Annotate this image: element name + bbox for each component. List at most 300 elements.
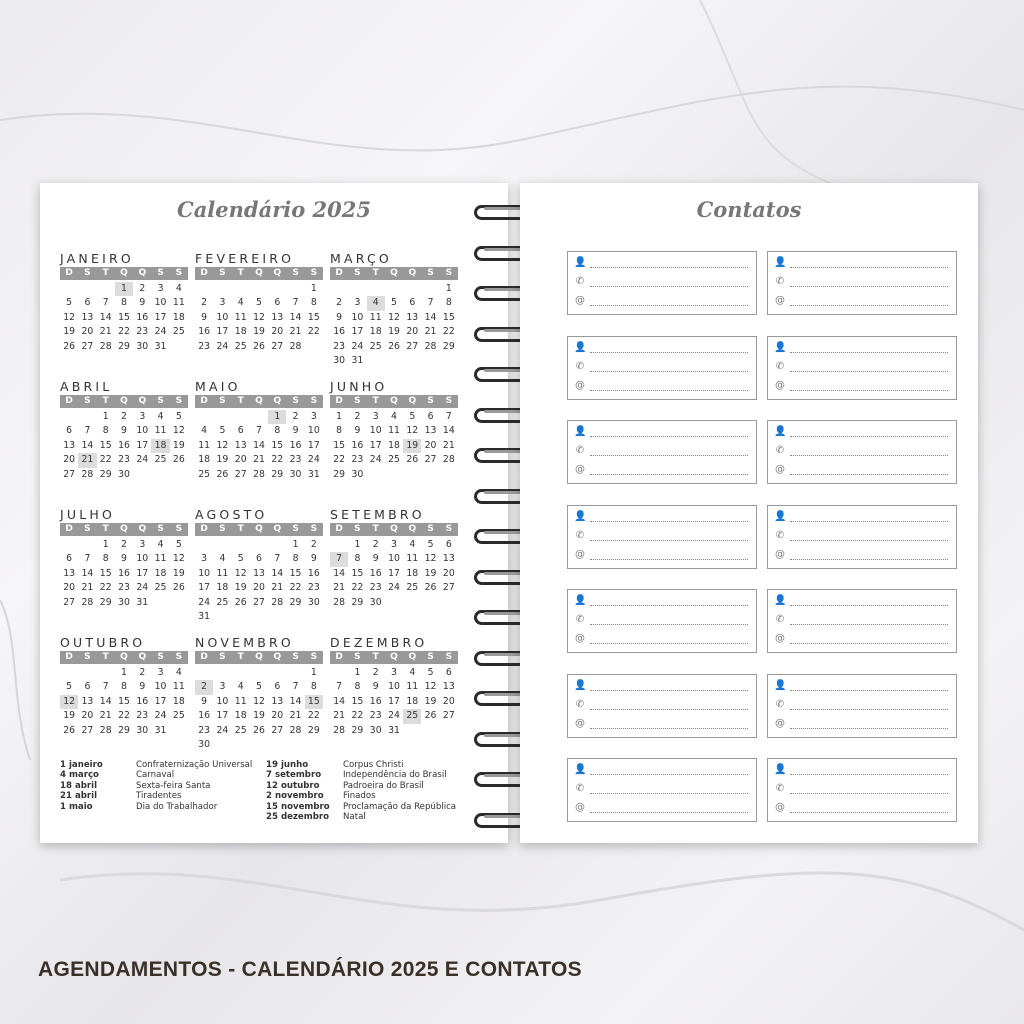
calendar-day: 8 [445, 297, 452, 309]
contact-field[interactable] [774, 361, 948, 375]
empty-day [330, 666, 348, 680]
calendar-day: 8 [121, 681, 127, 693]
contact-field[interactable] [574, 633, 748, 647]
weekday-label: Q [120, 524, 128, 534]
calendar-day: 6 [409, 297, 416, 309]
empty-day [286, 666, 304, 680]
empty-day [250, 282, 268, 296]
weekday-label: Q [138, 396, 147, 406]
contact-field[interactable] [574, 595, 748, 609]
contact-field[interactable] [774, 276, 948, 290]
days-grid [195, 538, 323, 624]
calendar-day: 12 [424, 553, 437, 565]
contact-field[interactable] [574, 511, 748, 525]
calendar-day: 2 [121, 539, 127, 550]
calendar-day: 24 [198, 596, 211, 608]
calendar-day: 10 [388, 681, 400, 693]
empty-day [60, 282, 78, 296]
calendar-day: 19 [388, 326, 400, 338]
whatsapp-icon: ✆ [575, 698, 585, 710]
calendar-day: 9 [201, 311, 208, 323]
calendar-day: 13 [81, 311, 94, 323]
person-icon: 👤 [574, 679, 587, 691]
calendar-day: 8 [354, 553, 361, 565]
calendar-day: 25 [369, 340, 382, 352]
calendar-day: 1 [102, 411, 109, 422]
weekday-label: D [335, 524, 343, 534]
contact-card [767, 251, 957, 315]
contact-field[interactable] [574, 464, 748, 478]
calendar-day: 5 [219, 425, 226, 437]
weekday-label: S [219, 524, 226, 534]
calendar-day: 23 [198, 340, 211, 352]
holiday-day: 18 [151, 439, 169, 453]
month-março [330, 251, 458, 368]
calendar-day: 10 [154, 297, 167, 309]
calendar-day: 17 [136, 439, 149, 451]
calendar-day: 18 [172, 311, 185, 323]
calendar-day: 27 [271, 340, 284, 352]
calendar-day: 20 [271, 326, 284, 338]
calendar-day: 31 [154, 724, 167, 736]
contact-field[interactable] [574, 426, 748, 440]
contact-card [767, 505, 957, 569]
calendar-day: 23 [333, 340, 346, 352]
empty-day [195, 410, 213, 424]
calendar-day: 24 [388, 710, 400, 722]
calendar-day: 17 [216, 326, 229, 338]
calendar-day: 4 [237, 681, 244, 693]
calendar-day: 10 [369, 425, 382, 437]
calendar-day: 15 [118, 311, 130, 323]
calendar-day: 24 [216, 340, 229, 352]
calendar-day: 25 [154, 582, 167, 594]
weekday-label: T [372, 652, 379, 662]
calendar-day: 16 [118, 567, 130, 579]
contact-card [767, 420, 957, 484]
calendar-day: 22 [307, 710, 320, 722]
calendar-day: 17 [388, 567, 400, 579]
writing-line [790, 352, 948, 353]
empty-day [268, 282, 286, 296]
calendar-day: 14 [333, 567, 346, 579]
calendar-day: 13 [424, 425, 437, 437]
weekday-label: S [292, 396, 299, 406]
weekday-label: D [335, 268, 343, 278]
calendar-day: 21 [289, 710, 302, 722]
empty-day [250, 410, 268, 424]
calendar-day: 1 [310, 283, 317, 294]
calendar-day: 16 [333, 326, 346, 338]
days-grid [195, 282, 323, 354]
contact-field[interactable] [574, 530, 748, 544]
days-grid [330, 666, 458, 738]
calendar-day: 2 [139, 283, 146, 294]
calendar-day: 6 [84, 681, 91, 693]
month-agosto [195, 507, 323, 624]
weekday-label: Q [273, 524, 282, 534]
contact-card [567, 336, 757, 400]
calendar-day: 16 [307, 567, 320, 579]
calendar-day: 4 [219, 553, 226, 565]
calendar-day: 27 [406, 340, 419, 352]
calendar-day: 8 [102, 553, 109, 565]
calendar-day: 21 [333, 710, 346, 722]
contact-field[interactable] [774, 511, 948, 525]
calendar-day: 8 [121, 297, 127, 309]
at-icon: @ [575, 295, 585, 306]
contacts-page [520, 183, 978, 843]
calendar-day: 11 [216, 567, 229, 579]
whatsapp-icon: ✆ [575, 445, 585, 456]
weekday-label: S [84, 396, 91, 406]
calendar-day: 2 [139, 667, 146, 678]
calendar-day: 20 [81, 326, 94, 338]
person-icon: 👤 [574, 426, 587, 437]
writing-line [790, 455, 948, 456]
holiday-day: 4 [367, 296, 385, 310]
weekday-label: Q [390, 396, 398, 406]
calendar-day: 2 [336, 297, 343, 309]
calendar-day: 29 [271, 468, 284, 480]
calendar-day: 13 [63, 439, 76, 451]
calendar-day: 12 [406, 425, 419, 437]
whatsapp-icon: ✆ [575, 276, 585, 287]
month-name: JANEIRO [60, 251, 134, 266]
calendar-day: 30 [118, 596, 130, 608]
calendar-day: 28 [333, 724, 346, 736]
calendar-day: 1 [310, 667, 317, 678]
writing-line [590, 286, 748, 287]
calendar-day: 2 [372, 667, 379, 678]
calendar-day: 25 [154, 454, 167, 466]
contact-card [567, 758, 757, 822]
contact-field[interactable] [574, 380, 748, 394]
calendar-day: 7 [427, 297, 434, 309]
calendar-day: 14 [253, 439, 265, 451]
weekday-header [330, 651, 458, 664]
calendar-day: 6 [237, 425, 244, 437]
calendar-day: 30 [333, 354, 346, 366]
contact-card [567, 251, 757, 315]
weekday-label: S [84, 652, 91, 662]
calendar-day: 16 [369, 567, 382, 579]
holiday-date: 15 novembro [266, 801, 330, 812]
empty-day [213, 282, 231, 296]
weekday-label: T [237, 268, 244, 278]
empty-day [348, 282, 366, 296]
calendar-day: 9 [121, 425, 127, 437]
weekday-label: S [292, 268, 299, 278]
weekday-label: S [354, 268, 361, 278]
calendar-day: 22 [99, 454, 112, 466]
month-name: AGOSTO [195, 507, 268, 522]
empty-day [268, 538, 286, 552]
days-grid [60, 282, 188, 354]
holiday-name: Proclamação da República [343, 801, 457, 812]
contact-field[interactable] [574, 445, 748, 459]
weekday-header [60, 267, 188, 280]
calendar-day: 13 [253, 567, 265, 579]
person-icon: 👤 [574, 764, 587, 775]
weekday-label: S [157, 652, 164, 662]
calendar-day: 28 [289, 724, 302, 736]
contact-field[interactable] [774, 764, 948, 778]
empty-day [60, 410, 78, 424]
calendar-day: 26 [406, 454, 419, 466]
writing-line [790, 774, 948, 775]
contact-field[interactable] [774, 380, 948, 394]
calendar-day: 1 [121, 667, 127, 678]
weekday-label: S [175, 652, 183, 662]
calendar-day: 11 [172, 681, 185, 693]
calendar-day: 25 [172, 710, 185, 722]
weekday-label: Q [408, 652, 417, 662]
contact-card [567, 674, 757, 738]
calendar-day: 11 [154, 425, 167, 437]
contact-field[interactable] [774, 530, 948, 544]
calendar-day: 9 [292, 425, 299, 437]
calendar-day: 13 [271, 311, 284, 323]
calendar-day: 18 [406, 695, 419, 707]
holiday-name: Finados [343, 791, 376, 802]
empty-day [232, 410, 250, 424]
calendar-day: 23 [118, 582, 130, 594]
whatsapp-icon: ✆ [575, 529, 585, 541]
calendar-day: 27 [81, 340, 94, 352]
contact-field[interactable] [574, 295, 748, 309]
contact-field[interactable] [774, 295, 948, 309]
empty-day [330, 538, 348, 552]
weekday-label: S [427, 652, 434, 662]
empty-day [232, 666, 250, 680]
empty-day [78, 282, 96, 296]
contact-field[interactable] [574, 680, 748, 694]
calendar-day: 3 [157, 667, 164, 678]
calendar-day: 31 [351, 354, 364, 366]
contact-field[interactable] [774, 445, 948, 459]
calendar-day: 24 [388, 582, 400, 594]
weekday-label: Q [408, 268, 417, 278]
weekday-label: S [445, 652, 453, 662]
writing-line [590, 624, 748, 625]
contact-field[interactable] [774, 342, 948, 356]
weekday-label: S [354, 396, 361, 406]
calendar-day: 18 [172, 695, 185, 707]
calendar-day: 5 [175, 411, 182, 422]
calendar-day: 27 [63, 596, 76, 608]
whatsapp-icon: ✆ [775, 698, 785, 710]
at-icon: @ [575, 548, 585, 560]
weekday-label: S [445, 524, 453, 534]
holiday-name: Padroeira do Brasil [343, 780, 424, 791]
writing-line [790, 709, 948, 710]
calendar-day: 19 [63, 326, 76, 338]
calendar-day: 3 [391, 539, 397, 550]
month-maio [195, 379, 323, 482]
writing-line [790, 521, 948, 522]
calendar-day: 29 [118, 724, 130, 736]
month-dezembro [330, 635, 458, 738]
contact-field[interactable] [774, 699, 948, 713]
calendar-day: 27 [424, 454, 437, 466]
calendar-day: 2 [354, 411, 361, 422]
writing-line [590, 305, 748, 306]
empty-day [213, 538, 231, 552]
at-icon: @ [575, 802, 585, 813]
calendar-day: 16 [289, 439, 302, 451]
calendar-day: 3 [354, 297, 361, 309]
calendar-day: 12 [253, 695, 265, 707]
weekday-label: T [102, 652, 109, 662]
calendar-day: 15 [351, 567, 364, 579]
calendar-day: 23 [118, 454, 130, 466]
contact-field[interactable] [574, 342, 748, 356]
writing-line [790, 812, 948, 813]
writing-line [590, 474, 748, 475]
weekday-label: Q [390, 652, 398, 662]
weekday-label: Q [120, 396, 128, 406]
calendar-day: 28 [289, 340, 302, 352]
calendar-day: 1 [102, 539, 109, 550]
contact-field[interactable] [774, 633, 948, 647]
contact-field[interactable] [774, 464, 948, 478]
contact-field[interactable] [574, 783, 748, 797]
holiday-date: 1 maio [60, 801, 93, 812]
contact-field[interactable] [774, 549, 948, 563]
weekday-label: S [354, 524, 361, 534]
calendar-day: 25 [406, 582, 419, 594]
calendar-day: 19 [216, 454, 229, 466]
days-grid [330, 538, 458, 610]
calendar-day: 12 [234, 567, 247, 579]
weekday-label: S [219, 396, 226, 406]
calendar-day: 10 [307, 425, 320, 437]
calendar-day: 14 [99, 311, 112, 323]
contact-field[interactable] [574, 276, 748, 290]
at-icon: @ [775, 633, 785, 644]
holiday-day: 2 [195, 680, 213, 694]
contact-field[interactable] [774, 718, 948, 732]
contact-field[interactable] [574, 257, 748, 271]
contact-field[interactable] [574, 718, 748, 732]
contact-field[interactable] [574, 361, 748, 375]
contact-card [767, 336, 957, 400]
calendar-day: 4 [409, 667, 416, 678]
calendar-day: 18 [406, 567, 419, 579]
contact-field[interactable] [574, 802, 748, 816]
weekday-label: S [175, 396, 183, 406]
contact-card [767, 589, 957, 653]
contact-field[interactable] [574, 699, 748, 713]
calendar-day: 25 [234, 724, 247, 736]
calendar-day: 6 [274, 297, 281, 309]
calendar-day: 7 [84, 553, 91, 565]
calendar-day: 8 [292, 553, 299, 565]
contact-field[interactable] [774, 595, 948, 609]
calendar-day: 19 [253, 710, 265, 722]
calendar-day: 3 [139, 411, 146, 422]
weekday-label: Q [138, 524, 147, 534]
weekday-label: Q [408, 396, 417, 406]
calendar-day: 10 [388, 553, 400, 565]
contact-field[interactable] [574, 614, 748, 628]
calendar-day: 22 [351, 582, 364, 594]
contact-field[interactable] [574, 764, 748, 778]
writing-line [590, 812, 748, 813]
writing-line [590, 267, 748, 268]
calendar-day: 11 [198, 439, 211, 451]
weekday-header [330, 523, 458, 536]
calendar-day: 2 [292, 411, 299, 422]
holiday-name: Natal [343, 812, 366, 822]
weekday-header [60, 395, 188, 408]
holiday-name: Tiradentes [136, 791, 182, 802]
calendar-day: 10 [351, 311, 364, 323]
calendar-day: 20 [442, 567, 455, 579]
calendar-day: 18 [369, 326, 382, 338]
calendar-day: 16 [351, 439, 364, 451]
calendar-day: 6 [445, 667, 452, 678]
weekday-header [195, 395, 323, 408]
writing-line [790, 436, 948, 437]
calendar-day: 26 [424, 582, 437, 594]
contact-field[interactable] [774, 680, 948, 694]
calendar-day: 26 [388, 340, 400, 352]
whatsapp-icon: ✆ [575, 360, 585, 372]
caption: AGENDAMENTOS - CALENDÁRIO 2025 E CONTATOS [38, 958, 582, 981]
person-icon: 👤 [574, 341, 587, 353]
whatsapp-icon: ✆ [775, 445, 785, 456]
calendar-day: 4 [157, 411, 164, 422]
contact-field[interactable] [774, 614, 948, 628]
calendar-day: 23 [369, 710, 382, 722]
calendar-day: 7 [102, 681, 109, 693]
holiday-date: 4 março [60, 770, 99, 781]
days-grid [60, 410, 188, 482]
contact-field[interactable] [774, 783, 948, 797]
month-name: OUTUBRO [60, 635, 146, 650]
calendar-day: 17 [351, 326, 364, 338]
weekday-label: S [292, 524, 299, 534]
calendar-day: 1 [354, 667, 361, 678]
calendar-day: 24 [154, 326, 167, 338]
calendar-day: 17 [369, 439, 382, 451]
calendar-day: 15 [271, 439, 284, 451]
contact-field[interactable] [774, 802, 948, 816]
calendar-day: 3 [219, 297, 226, 309]
calendar-day: 12 [172, 425, 185, 437]
weekday-label: D [65, 652, 73, 662]
calendar-day: 15 [351, 695, 364, 707]
holiday-day: 12 [60, 695, 78, 709]
contact-field[interactable] [774, 257, 948, 271]
month-name: SETEMBRO [330, 507, 425, 522]
holiday-name: Sexta-feira Santa [136, 780, 211, 791]
calendar-day: 5 [66, 681, 73, 693]
weekday-label: T [372, 268, 379, 278]
calendar-day: 2 [310, 539, 317, 550]
at-icon: @ [775, 464, 785, 475]
calendar-day: 18 [154, 567, 167, 579]
calendar-day: 8 [274, 425, 281, 437]
calendar-day: 26 [172, 454, 185, 466]
contact-field[interactable] [574, 549, 748, 563]
calendar-day: 21 [99, 326, 112, 338]
calendar-day: 6 [66, 425, 73, 437]
calendar-day: 28 [81, 596, 94, 608]
contact-field[interactable] [774, 426, 948, 440]
